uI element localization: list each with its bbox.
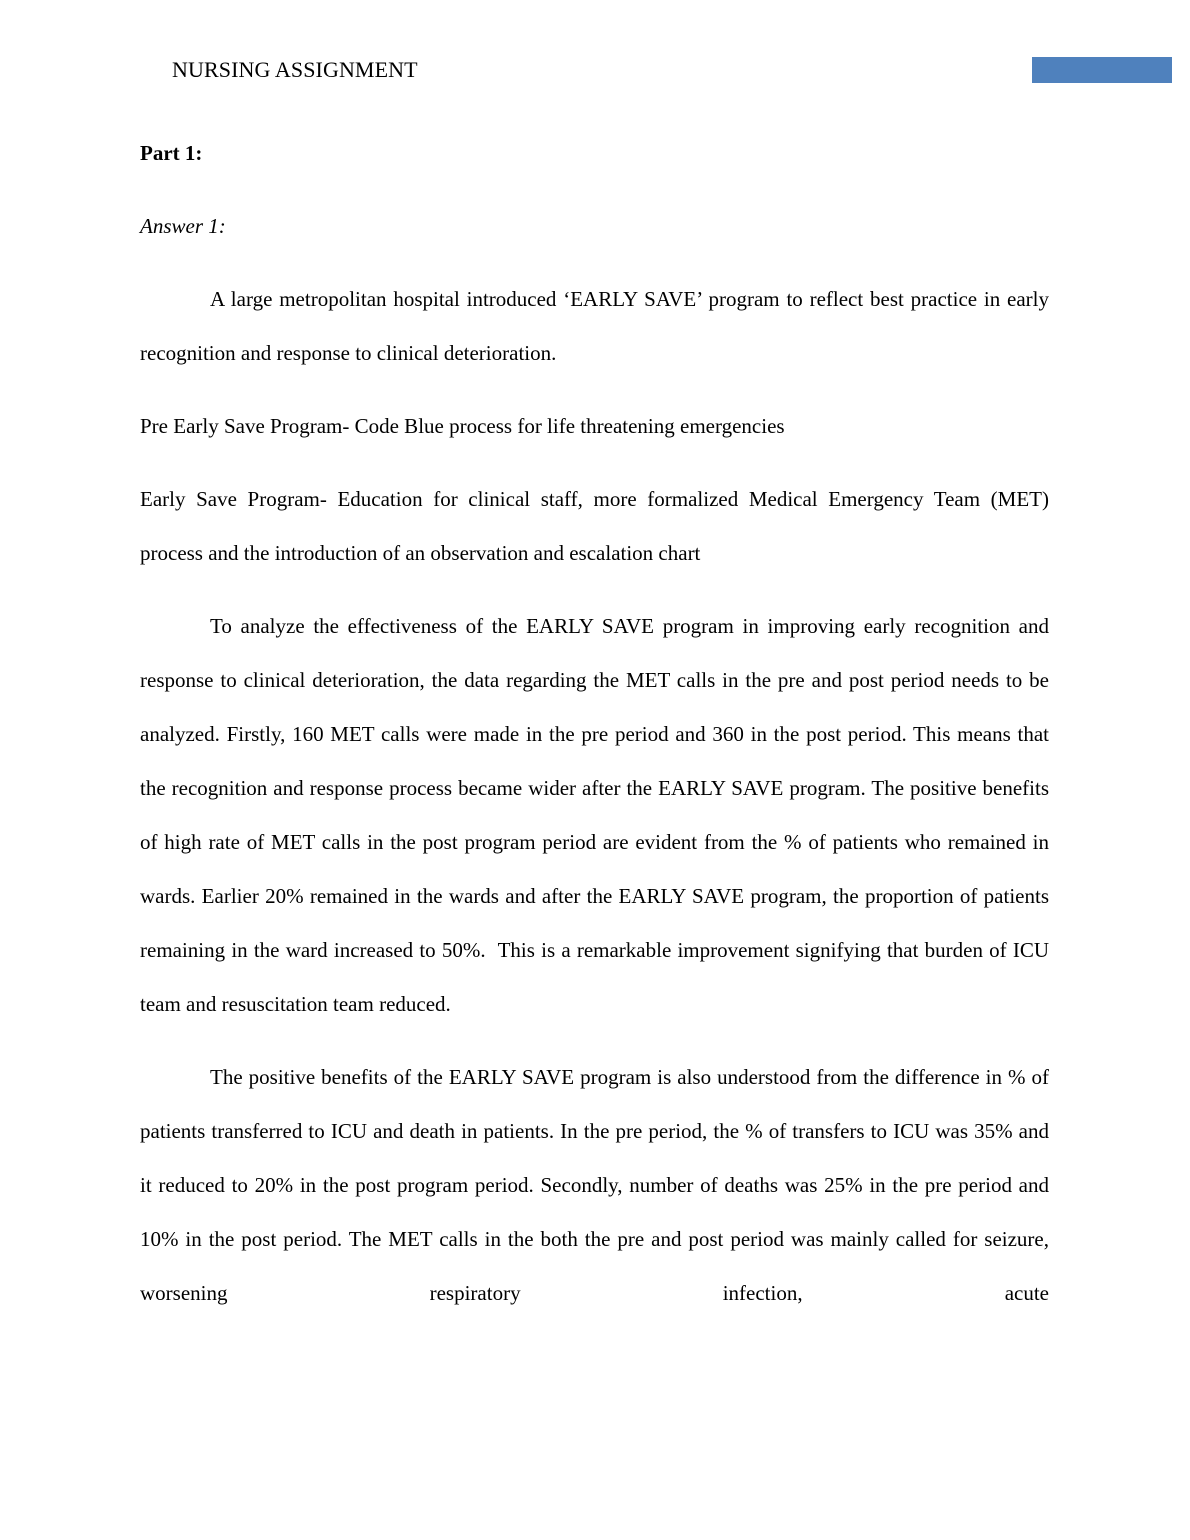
paragraph-pre-program: Pre Early Save Program- Code Blue process for life threatening emergencies <box>140 414 785 438</box>
paragraph-benefits: The positive benefits of the EARLY SAVE program is also understood from the difference in % of patients transferred to ICU and death in patients. In the pre period, the % of transfers to ICU was 35% and it reduced to 20% in the post program period. Secondly, number of deaths was 25% in the pre period and 10% in the post period. The MET calls in the both the pre and post period was mainly called for seizure, worsening respiratory infection, acute <box>140 1065 1049 1305</box>
paragraph-intro: A large metropolitan hospital introduced ‘EARLY SAVE’ program to reflect best practice in early recognition and response to clinical deterioration. <box>140 287 1049 365</box>
paragraph-program-description: Early Save Program- Education for clinical staff, more formalized Medical Emergency Team (MET) process and the introduction of an observation and escalation chart <box>140 487 1049 565</box>
running-header-title: NURSING ASSIGNMENT <box>172 57 418 82</box>
header-accent-bar <box>1032 57 1172 83</box>
document-body <box>140 126 1049 1320</box>
answer-heading: Answer 1: <box>140 214 226 238</box>
part-heading: Part 1: <box>140 141 203 165</box>
paragraph-met-analysis: To analyze the effectiveness of the EARLY SAVE program in improving early recognition and response to clinical deterioration, the data regarding the MET calls in the pre and post period needs to be analyzed. Firstly, 160 MET calls were made in the pre period and 360 in the post period. This means that the recognition and response process became wider after the EARLY SAVE program. The positive benefits of high rate of MET calls in the post program period are evident from the % of patients who remained in wards. Earlier 20% remained in the wards and after the EARLY SAVE program, the proportion of patients remaining in the ward increased to 50%. This is a remarkable improvement signifying that burden of ICU team and resuscitation team reduced. <box>140 614 1049 1016</box>
